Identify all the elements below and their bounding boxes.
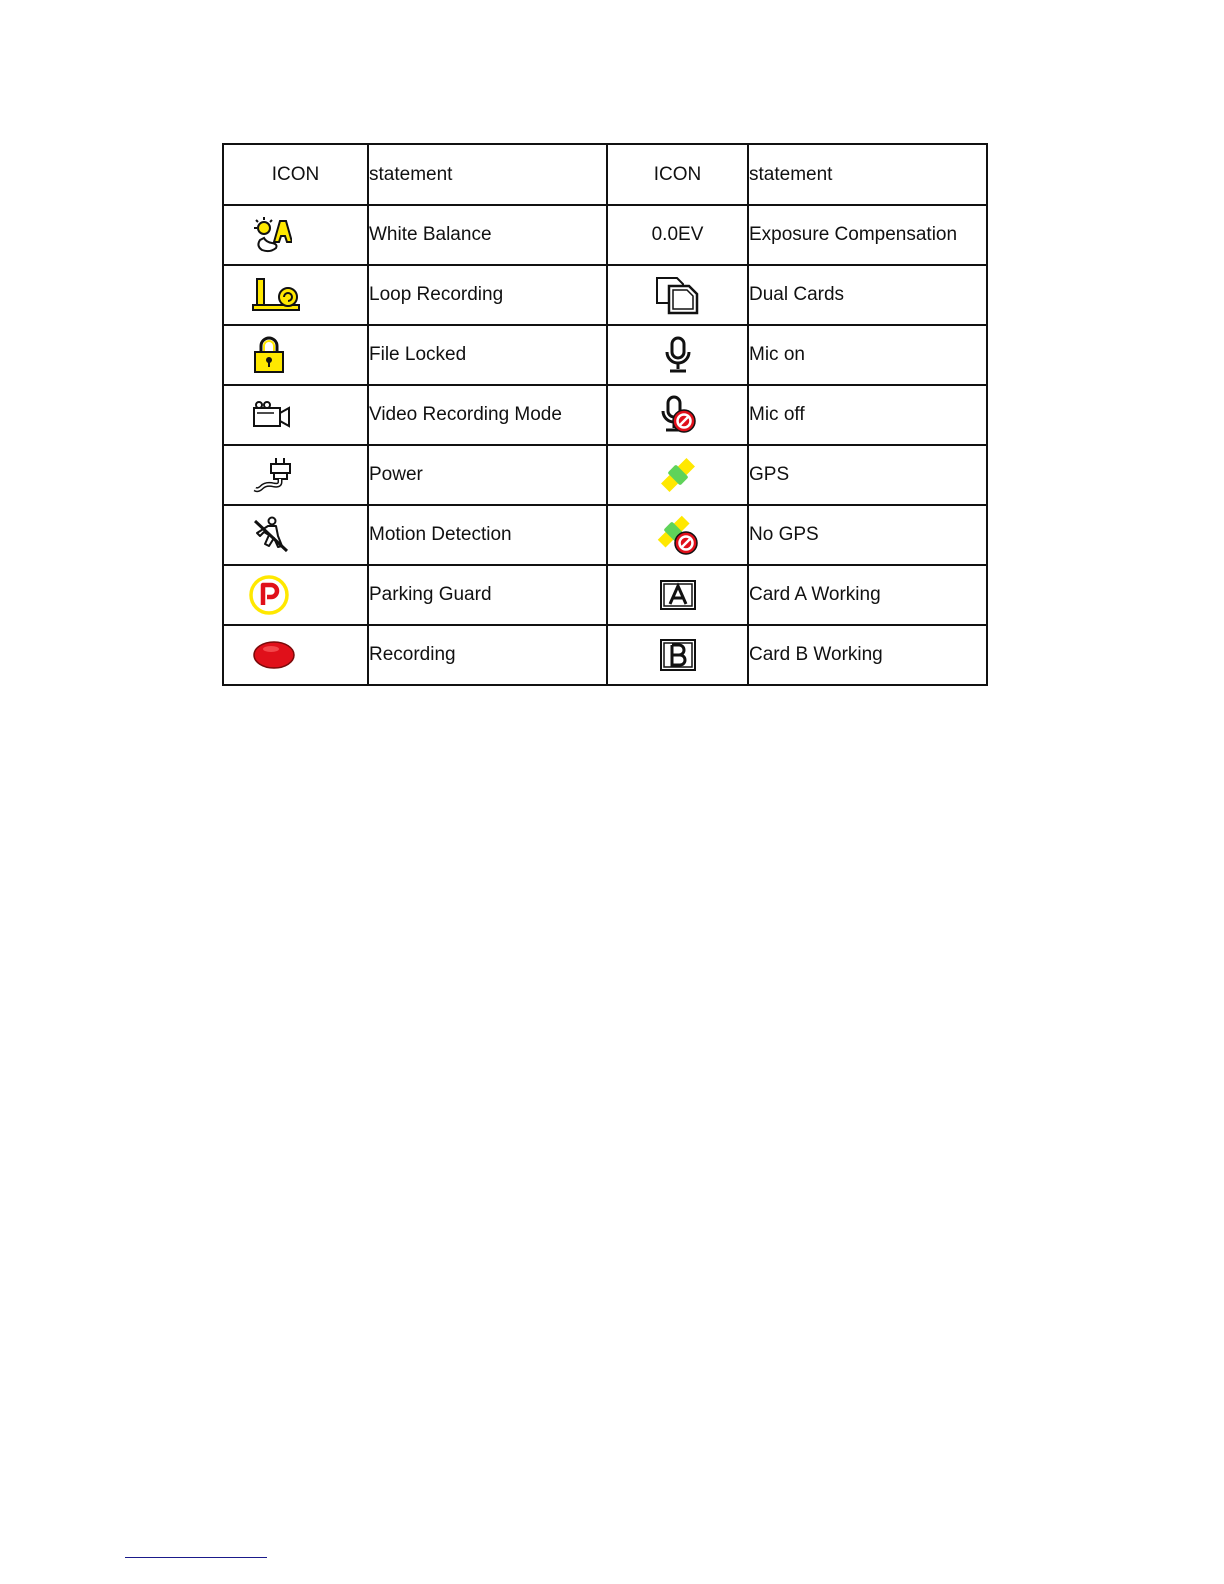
video-camera-icon <box>252 400 292 430</box>
power-plug-icon <box>252 456 294 494</box>
statement-card-a-working: Card A Working <box>748 565 987 625</box>
table-row <box>223 385 987 445</box>
white-balance-auto-icon <box>252 216 292 254</box>
statement-dual-cards: Dual Cards <box>748 265 987 325</box>
statement-gps: GPS <box>748 445 987 505</box>
card-b-icon <box>659 638 697 672</box>
statement-no-gps: No GPS <box>748 505 987 565</box>
table-row <box>223 445 987 505</box>
table-row <box>223 325 987 385</box>
statement-mic-on: Mic on <box>748 325 987 385</box>
parking-guard-icon <box>248 574 290 616</box>
table-row <box>223 505 987 565</box>
dual-cards-icon <box>655 275 701 315</box>
mic-off-icon <box>658 395 698 435</box>
mic-on-icon <box>662 336 694 374</box>
gps-satellite-icon <box>658 455 698 495</box>
file-locked-icon <box>252 336 286 374</box>
header-statement-left: statement <box>368 144 607 205</box>
footnote-separator <box>125 1557 267 1558</box>
header-row <box>223 144 987 205</box>
table-row <box>223 205 987 265</box>
header-icon-right: ICON <box>607 144 748 205</box>
icon-legend-table <box>222 143 988 686</box>
exposure-value-text: 0.0EV <box>651 224 704 245</box>
table-row <box>223 265 987 325</box>
card-a-icon <box>659 579 697 611</box>
statement-power: Power <box>368 445 607 505</box>
statement-file-locked: File Locked <box>368 325 607 385</box>
statement-mic-off: Mic off <box>748 385 987 445</box>
no-gps-icon <box>656 514 700 556</box>
header-statement-right: statement <box>748 144 987 205</box>
motion-detection-icon <box>252 516 290 554</box>
statement-video-recording-mode: Video Recording Mode <box>368 385 607 445</box>
statement-white-balance: White Balance <box>368 205 607 265</box>
recording-dot-icon <box>252 639 296 671</box>
table-row <box>223 565 987 625</box>
header-icon-left: ICON <box>223 144 368 205</box>
statement-card-b-working: Card B Working <box>748 625 987 685</box>
statement-exposure-compensation: Exposure Compensation <box>748 205 987 265</box>
table-row <box>223 625 987 685</box>
statement-motion-detection: Motion Detection <box>368 505 607 565</box>
loop-recording-icon <box>252 277 302 313</box>
statement-loop-recording: Loop Recording <box>368 265 607 325</box>
statement-parking-guard: Parking Guard <box>368 565 607 625</box>
statement-recording: Recording <box>368 625 607 685</box>
